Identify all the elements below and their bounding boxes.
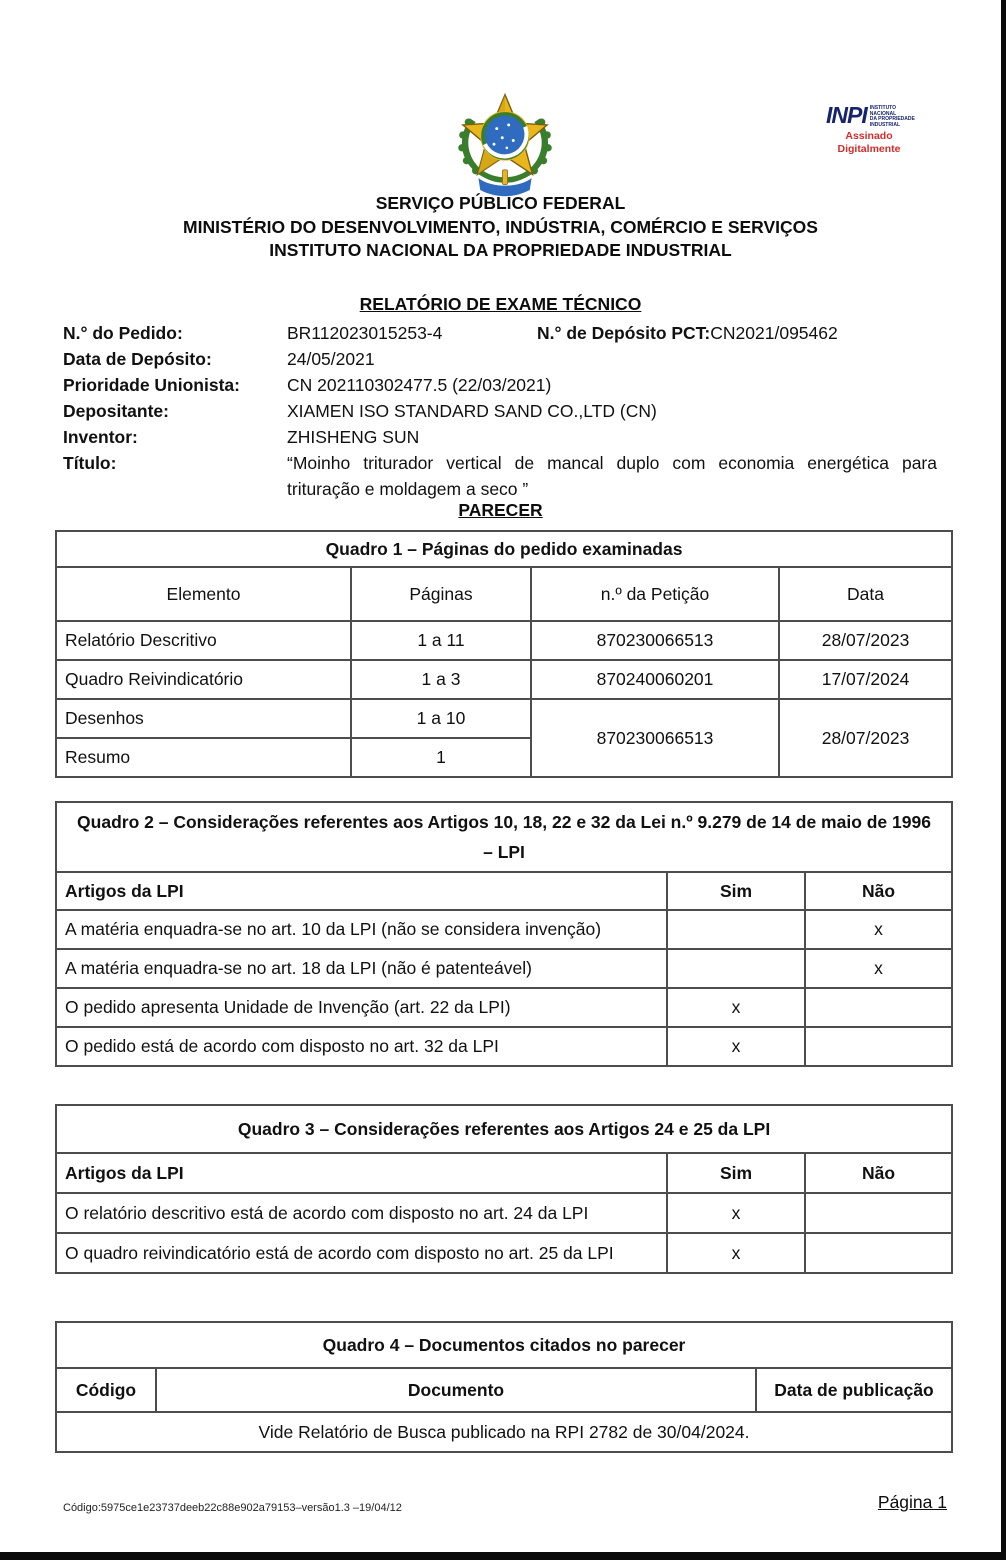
sim-cell: x [667,1233,805,1273]
quadro1-header-elemento: Elemento [56,567,351,621]
field-row-inventor [63,424,937,450]
deposito-label: Data de Depósito: [63,349,212,369]
table-cell: A matéria enquadra-se no art. 18 da LPI (não é patenteável) [56,949,667,988]
titulo-value: “Moinho triturador vertical de mancal duplo com economia energética para trituração e moldagem a seco ” [287,453,937,499]
table-row [56,1027,952,1066]
quadro1-title-row [56,531,952,567]
quadro4-header-data-publicacao: Data de publicação [756,1368,952,1412]
inpi-name-lines [870,106,915,128]
inpi-logo [826,104,946,155]
sim-cell [667,910,805,949]
deposito-value: 24/05/2021 [287,349,375,369]
quadro2-header-sim: Sim [667,872,805,910]
inpi-name-line: DA PROPRIEDADE [869,116,915,122]
table-cell: 28/07/2023 [779,621,952,660]
sim-cell: x [667,988,805,1027]
letterhead-line3: INSTITUTO NACIONAL DA PROPRIEDADE INDUSTRIAL [269,240,732,260]
quadro3-header-sim: Sim [667,1153,805,1193]
nao-cell [805,1233,952,1273]
field-row-prioridade [63,372,937,398]
scan-border-bottom [0,1552,1006,1560]
nao-cell [805,1193,952,1233]
pct-label: N.° de Depósito PCT: [537,323,711,343]
inpi-name-line: INDUSTRIAL [869,121,901,128]
signed-line: Assinado [845,130,893,142]
quadro2-title: Quadro 2 – Considerações referentes aos Artigos 10, 18, 22 e 32 da Lei n.º 9.279 de 14 de maio de 1996 – LPI [56,802,952,872]
report-title: RELATÓRIO DE EXAME TÉCNICO [359,294,642,314]
table-cell: 1 [351,738,531,777]
table-cell: 17/07/2024 [779,660,952,699]
table-cell: Relatório Descritivo [56,621,351,660]
table-cell: 870240060201 [531,660,779,699]
page-number: Página 1 [877,1492,947,1512]
quadro1-header-paginas: Páginas [351,567,531,621]
table-cell: O pedido apresenta Unidade de Invenção (art. 22 da LPI) [56,988,667,1027]
quadro1-header-data: Data [779,567,952,621]
table-row [56,910,952,949]
table-cell: 870230066513 [531,621,779,660]
pct-value: CN2021/095462 [710,323,838,343]
quadro3-header-nao: Não [805,1153,952,1193]
sim-cell: x [667,1027,805,1066]
quadro1-header-peticao: n.º da Petição [531,567,779,621]
quadro2-header-row [56,872,952,910]
inpi-name-line: INSTITUTO [869,105,897,111]
nao-cell: x [805,949,952,988]
nao-cell [805,988,952,1027]
quadro2-header-nao: Não [805,872,952,910]
pedido-value-group [287,320,937,346]
nao-cell: x [805,910,952,949]
quadro3-title: Quadro 3 – Considerações referentes aos Artigos 24 e 25 da LPI [56,1105,952,1153]
table-cell: 1 a 3 [351,660,531,699]
quadro3-title-row [56,1105,952,1153]
nao-cell [805,1027,952,1066]
table-row [56,621,952,660]
depositante-value: XIAMEN ISO STANDARD SAND CO.,LTD (CN) [287,401,657,421]
quadro3-header-row [56,1153,952,1193]
quadro1-title: Quadro 1 – Páginas do pedido examinadas [56,531,952,567]
letterhead [0,192,1001,263]
table-row [56,1233,952,1273]
field-row-titulo [63,450,937,502]
quadro3-header-artigos: Artigos da LPI [56,1153,667,1193]
table-row [56,1412,952,1452]
prioridade-value: CN 202110302477.5 (22/03/2021) [287,375,552,395]
prioridade-label: Prioridade Unionista: [63,375,240,395]
quadro4-title-row [56,1322,952,1368]
table-cell: 1 a 11 [351,621,531,660]
quadro1-table [55,530,953,778]
table-cell: O pedido está de acordo com disposto no art. 32 da LPI [56,1027,667,1066]
table-row [56,699,952,738]
quadro4-table [55,1321,953,1453]
letterhead-line2: MINISTÉRIO DO DESENVOLVIMENTO, INDÚSTRIA, COMÉRCIO E SERVIÇOS [183,216,818,237]
inpi-logo-top [826,104,946,128]
scan-border-right [1001,0,1006,1560]
pedido-value: BR112023015253-4 [287,323,443,343]
signed-line: Digitalmente [837,142,901,155]
table-row [56,988,952,1027]
sim-cell [667,949,805,988]
coat-of-arms-svg [450,90,560,202]
quadro4-title: Quadro 4 – Documentos citados no parecer [56,1322,952,1368]
table-cell: Quadro Reivindicatório [56,660,351,699]
field-row-deposito [63,346,937,372]
field-row-pedido [63,320,937,346]
inpi-acronym: INPI [826,102,867,128]
pedido-label: N.° do Pedido: [63,323,183,343]
quadro4-header-documento: Documento [156,1368,756,1412]
table-cell: 28/07/2023 [779,699,952,777]
table-row [56,1193,952,1233]
table-cell: 1 a 10 [351,699,531,738]
quadro4-header-row [56,1368,952,1412]
quadro4-header-codigo: Código [56,1368,156,1412]
inventor-value: ZHISHENG SUN [287,427,420,447]
inventor-label: Inventor: [63,427,138,447]
quadro4-note: Vide Relatório de Busca publicado na RPI 2782 de 30/04/2024. [56,1412,952,1452]
quadro3-table [55,1104,953,1274]
sim-cell: x [667,1193,805,1233]
field-row-depositante [63,398,937,424]
table-cell: A matéria enquadra-se no art. 10 da LPI (não se considera invenção) [56,910,667,949]
brazil-coat-of-arms-icon [450,90,560,202]
table-row [56,660,952,699]
quadro2-title-row [56,802,952,872]
letterhead-line1: SERVIÇO PÚBLICO FEDERAL [375,193,626,213]
titulo-label: Título: [63,453,117,473]
quadro2-header-artigos: Artigos da LPI [56,872,667,910]
depositante-label: Depositante: [63,401,169,421]
table-row [56,949,952,988]
table-cell: 870230066513 [531,699,779,777]
bibliographic-fields [63,320,937,502]
quadro2-table [55,801,953,1067]
table-cell: O quadro reivindicatório está de acordo com disposto no art. 25 da LPI [56,1233,667,1273]
footer-version-code: Código:5975ce1e23737deeb22c88e902a79153–versão1.3 –19/04/12 [63,1502,402,1514]
table-cell: Desenhos [56,699,351,738]
table-cell: O relatório descritivo está de acordo com disposto no art. 24 da LPI [56,1193,667,1233]
inpi-name-line: NACIONAL [869,110,897,117]
parecer-heading: PARECER [458,500,543,520]
table-cell: Resumo [56,738,351,777]
digitally-signed-badge [826,130,912,155]
quadro1-header-row [56,567,952,621]
